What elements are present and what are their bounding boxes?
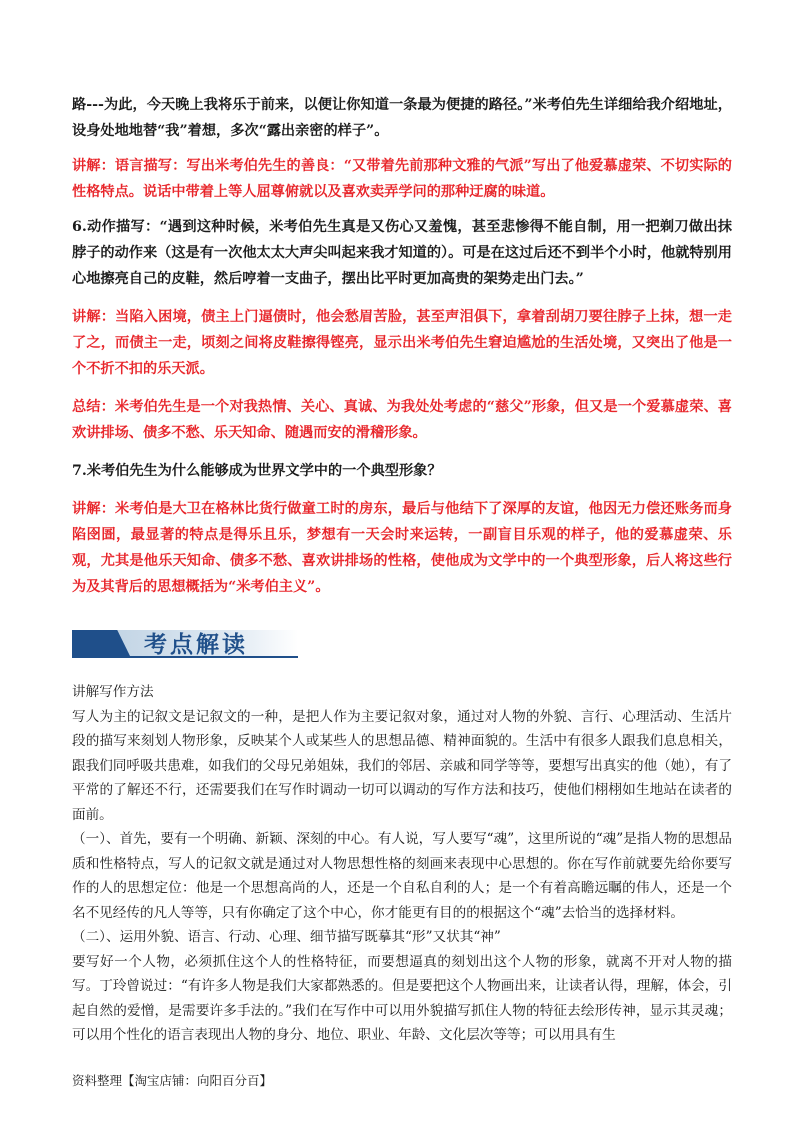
section-paragraph-3: （二）、运用外貌、语言、行动、心理、细节描写既摹其“形”又状其“神” — [72, 929, 501, 945]
section-paragraph-1: 写人为主的记叙文是记叙文的一种，是把人作为主要记叙对象，通过对人物的外貌、言行、心理活动、生活片段的描写来刻划人物形象，反映某个人或某些人的思想品德、精神面貌的。生活中有很多人跟我们息息相关，跟我们同呼吸共患难，如我们的父母兄弟姐妹，我们的邻居、亲戚和同学等等，要想写出真实的他（她），有了平常的了解还不行，还需要我们在写作时调动一切可以调动的写作方法和技巧，使他们栩栩如生地站在读者的面前。 — [72, 708, 732, 823]
item-7-question: 7.米考伯先生为什么能够成为世界文学中的一个典型形象？ — [72, 463, 442, 479]
summary-paragraph: 总结：米考伯先生是一个对我热情、关心、真诚、为我处处考虑的“慈父”形象，但又是一个爱慕虚荣、喜欢讲排场、债多不愁、乐天知命、随遇而安的滑稽形象。 — [72, 399, 732, 441]
page-footer: 资料整理【淘宝店铺：向阳百分百】 — [72, 1073, 273, 1088]
item-6-action-description: 6.动作描写：“遇到这种时候，米考伯先生真是又伤心又羞愧，甚至悲惨得不能自制，用一把剃刀做出抹脖子的动作来（这是有一次他太太大声尖叫起来我才知道的）。可是在这过后还不到半个小时，他就特别用心地擦亮自己的皮鞋，然后哼着一支曲子，摆出比平时更加高贵的架势走出门去。” — [72, 219, 732, 287]
explanation-language-description: 讲解：语言描写：写出米考伯先生的善良：“又带着先前那种文雅的气派”写出了他爱慕虚荣、不切实际的性格特点。说话中带着上等人屈尊俯就以及喜欢卖弄学问的那种迂腐的味道。 — [72, 158, 732, 200]
section-paragraph-2: （一）、首先，要有一个明确、新颖、深刻的中心。有人说，写人要写“魂”，这里所说的“魂”是指人物的思想品质和性格特点，写人的记叙文就是通过对人物思想性格的刻画来表现中心思想的。你在写作前就要先给你要写作的人的思想定位：他是一个思想高尚的人，还是一个自私自利的人；是一个有着高瞻远瞩的伟人，还是一个名不见经传的凡人等等，只有你确定了这个中心，你才能更有目的的根据这个“魂”去恰当的选择材料。 — [72, 831, 732, 921]
section-paragraph-4: 要写好一个人物，必须抓住这个人的性格特征，而要想逼真的刻划出这个人物的形象，就离不开对人物的描写。丁玲曾说过：“有许多人物是我们大家都熟悉的。但是要把这个人物画出来，让读者认得，理解，体会，引起自然的爱憎，是需要许多手法的。”我们在写作中可以用外貌描写抓住人物的特征去绘形传神，显示其灵魂；可以用个性化的语言表现出人物的身分、地位、职业、年龄、文化层次等等；可以用具有生 — [72, 953, 732, 1043]
explanation-action-description: 讲解：当陷入困境，债主上门逼债时，他会愁眉苦脸，甚至声泪俱下，拿着刮胡刀要往脖子上抹，想一走了之，而债主一走，顷刻之间将皮鞋擦得铿亮，显示出米考伯先生窘迫尴尬的生活处境，又突出了他是一个不折不扣的乐天派。 — [72, 309, 732, 377]
explanation-typical-image: 讲解：米考伯是大卫在格林比货行做童工时的房东，最后与他结下了深厚的友谊，他因无力偿还账务而身陷囹圄，最显著的特点是得乐且乐，梦想有一天会时来运转，一副盲目乐观的样子，他的爱慕虚荣、乐观，尤其是他乐天知命、债多不愁、喜欢讲排场的性格，使他成为文学中的一个典型形象，后人将这些行为及其背后的思想概括为“米考伯主义”。 — [72, 501, 732, 595]
section-heading: 讲解写作方法 — [72, 684, 154, 700]
paragraph-speech-excerpt: 路---为此，今天晚上我将乐于前来，以便让你知道一条最为便捷的路径。”米考伯先生详细给我介绍地址，设身处地地替“我”着想，多次“露出亲密的样子”。 — [72, 97, 732, 139]
writing-method-section — [72, 680, 732, 1048]
banner-title: 考点解读 — [144, 631, 248, 658]
section-banner — [72, 622, 302, 662]
document-page — [72, 92, 732, 1048]
